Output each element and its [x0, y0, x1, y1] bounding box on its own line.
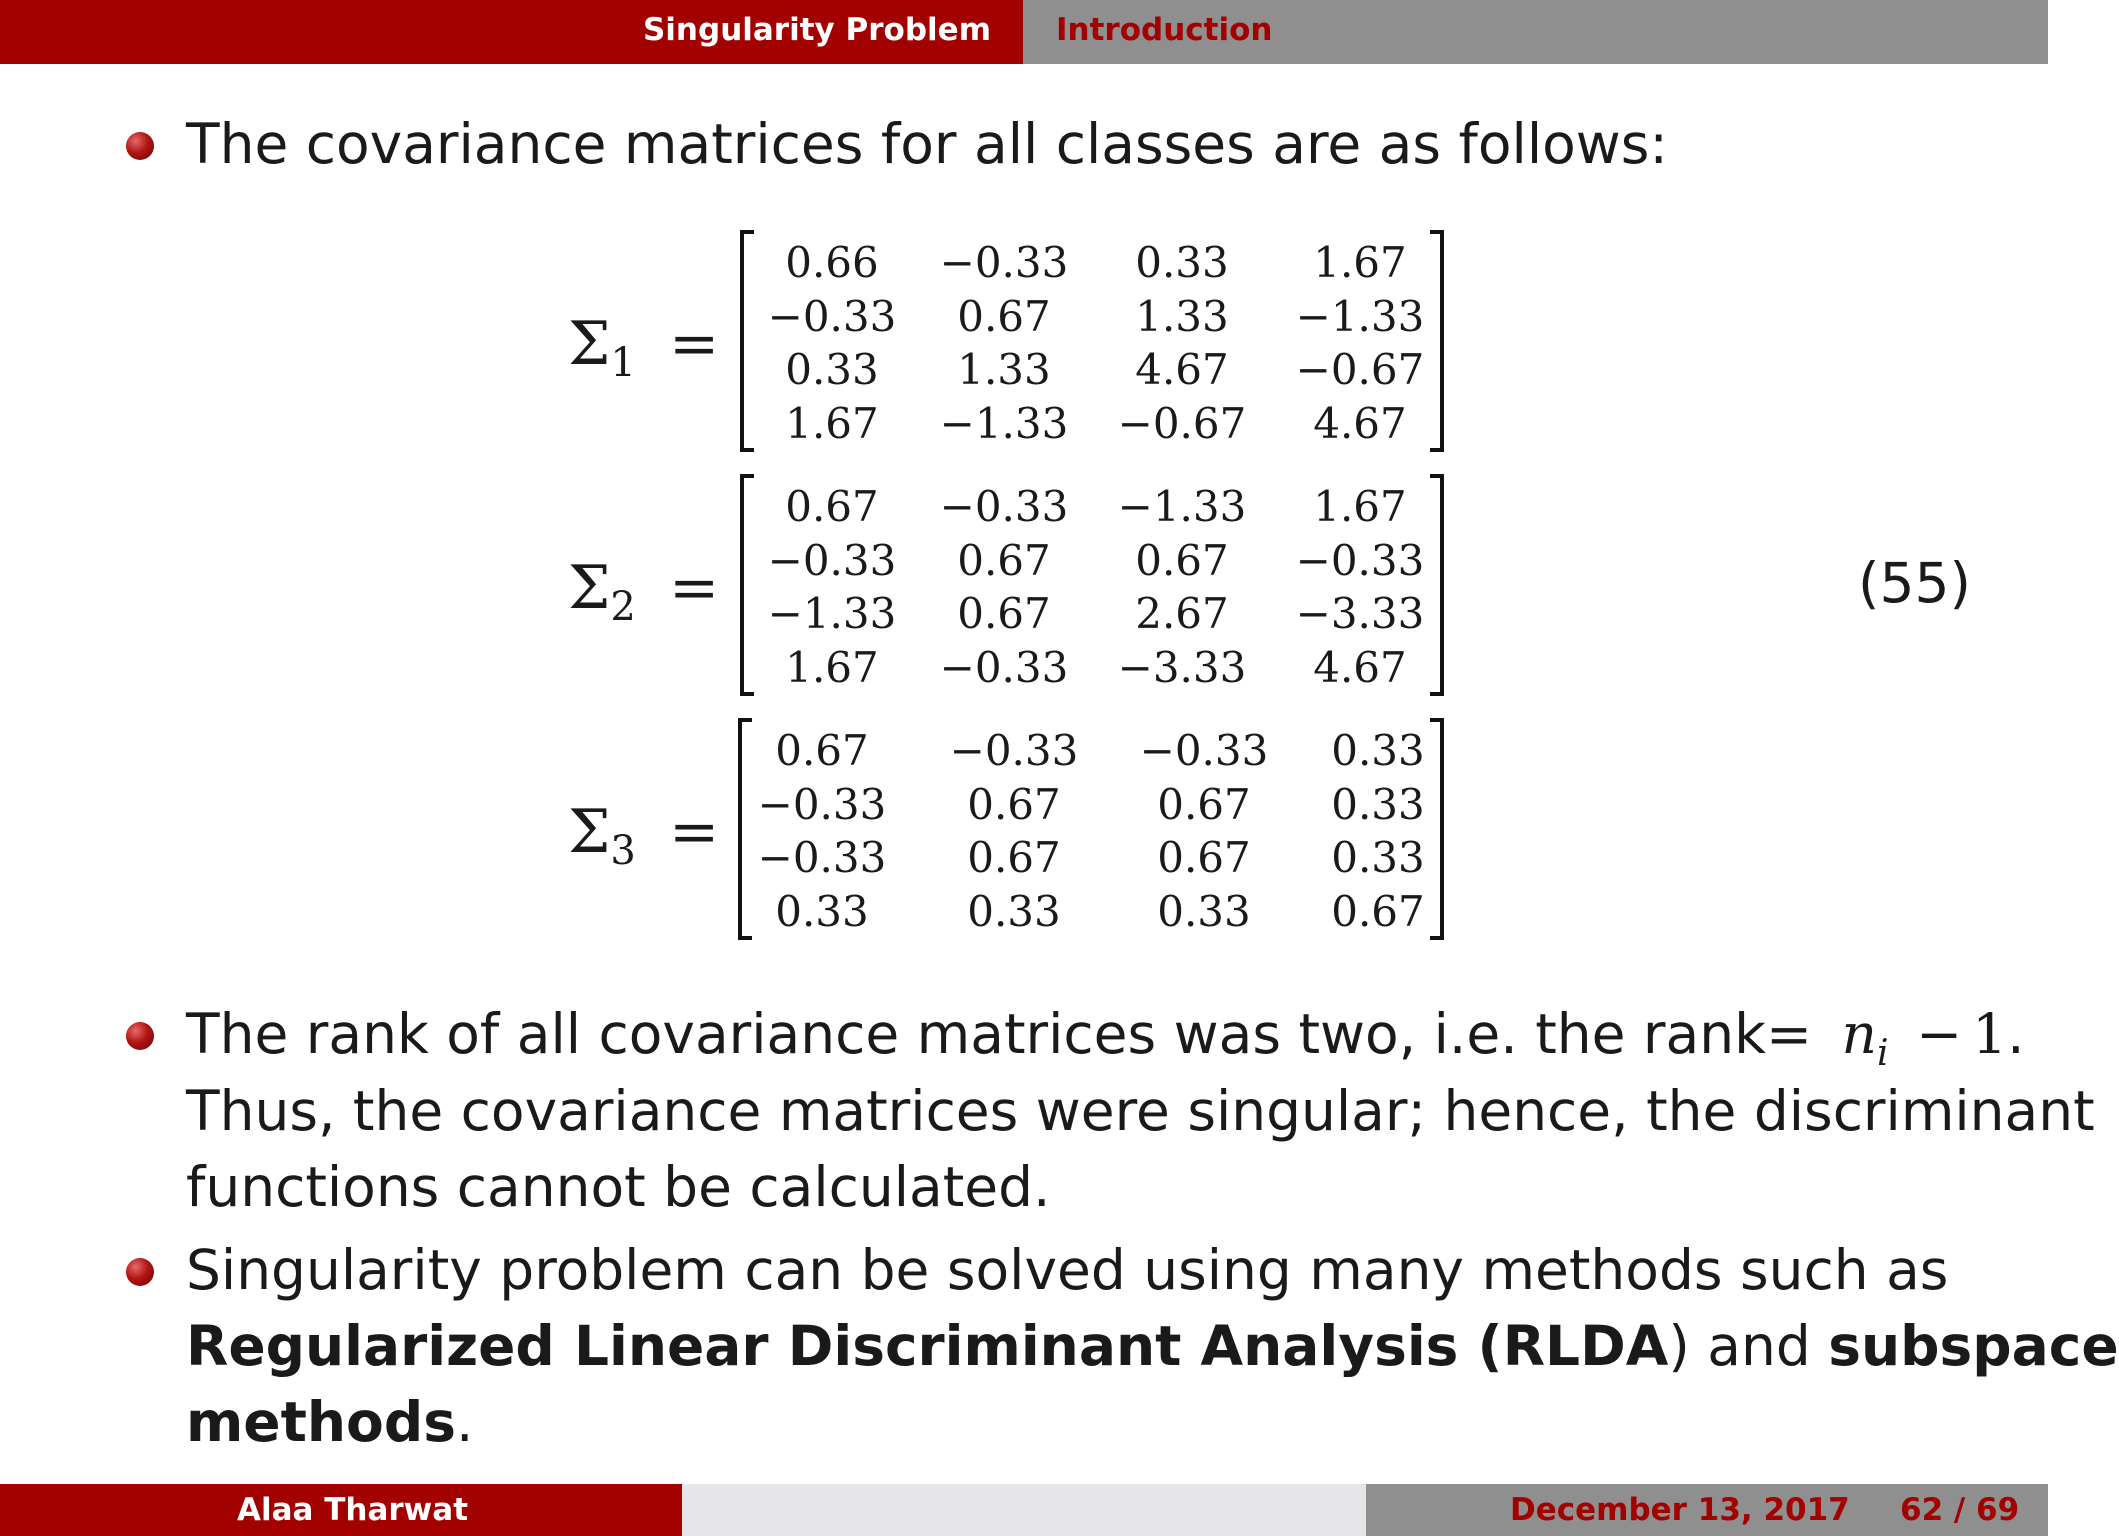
matrix-cell: 4.67: [1313, 398, 1407, 448]
equals-sign: =: [668, 309, 720, 379]
math-minus: −: [1915, 1002, 1963, 1066]
matrix-cell: −3.33: [1295, 589, 1425, 638]
matrix-cell: 0.67: [967, 779, 1061, 829]
matrix-sigma-1: [740, 230, 1444, 452]
sigma-symbol: Σ: [568, 553, 611, 623]
bullet-icon: [126, 1022, 154, 1050]
bullet-text-3-line-3: [186, 1384, 473, 1460]
sigma-symbol: Σ: [568, 309, 611, 379]
sigma-subscript: 2: [610, 584, 636, 630]
matrix-cell: −0.33: [767, 535, 897, 585]
bullet-3-plain: ) and: [1668, 1314, 1811, 1378]
final-period: .: [455, 1390, 474, 1454]
bullet-icon: [126, 132, 154, 160]
math-one: 1: [1972, 1002, 2008, 1066]
matrix-cell: 0.67: [1331, 886, 1425, 936]
matrix-cell: −0.33: [767, 291, 897, 341]
math-period: .: [2007, 1002, 2025, 1066]
matrix-cell: 0.67: [957, 535, 1051, 585]
matrix-cell: −0.33: [939, 238, 1069, 287]
matrix-cell: 0.67: [1135, 535, 1229, 585]
matrix-cell: −0.33: [1139, 726, 1269, 775]
equation-number: (55): [1858, 551, 1971, 615]
matrix-cell: 0.33: [1157, 886, 1251, 936]
header-subsection[interactable]: [1023, 0, 2048, 64]
sigma-symbol: Σ: [568, 797, 611, 867]
matrix-cell: 4.67: [1135, 345, 1229, 394]
matrix-cell: −0.33: [757, 833, 887, 882]
footer-author-block: [0, 1484, 682, 1536]
matrix-cell: 0.33: [785, 345, 879, 394]
matrix-cell: −0.67: [1295, 345, 1425, 394]
math-n-i: [1841, 1002, 1889, 1074]
matrix-cell: −0.33: [1295, 535, 1425, 585]
matrix-cell: 4.67: [1313, 642, 1407, 692]
bold-subspace: subspace: [1828, 1314, 2119, 1378]
left-bracket: [740, 230, 754, 452]
matrix-cell: −1.33: [1295, 291, 1425, 341]
matrix-sigma-3: [738, 718, 1444, 940]
matrix-cell: 1.67: [785, 398, 879, 448]
math-i: i: [1876, 1033, 1889, 1074]
bullet-text-2-line-2: Thus, the covariance matrices were singular; hence, the discriminant: [186, 1079, 2095, 1143]
left-bracket: [740, 474, 754, 696]
matrix-cell: −1.33: [1117, 482, 1247, 531]
matrix-cell: 0.33: [1331, 779, 1425, 829]
equals-sign: =: [668, 797, 720, 867]
matrix-cell: 0.33: [775, 886, 869, 936]
matrix-cell: 2.67: [1135, 589, 1229, 638]
matrix-cell: 0.67: [785, 482, 879, 531]
bold-rlda: Regularized Linear Discriminant Analysis (RLDA: [186, 1314, 1669, 1378]
sigma-subscript: 1: [610, 340, 636, 386]
footer-bar: [0, 1484, 2048, 1536]
bullet-text-3-line-1: Singularity problem can be solved using many methods such as: [186, 1238, 1949, 1302]
sigma-subscript: 3: [610, 828, 636, 874]
footer-page-number: 62 / 69: [1900, 1492, 2020, 1528]
footer-info-block: [1366, 1484, 2048, 1536]
matrix-cell: −0.33: [949, 726, 1079, 775]
footer-title-block: [682, 1484, 1366, 1536]
sigma-2-label: [568, 553, 720, 637]
matrix-cell: 0.67: [957, 589, 1051, 638]
matrix-cell: 0.67: [957, 291, 1051, 341]
matrix-cell: 0.33: [1331, 833, 1425, 882]
bullet-icon: [126, 1258, 154, 1286]
matrix-cell: 1.67: [1313, 482, 1407, 531]
bold-methods: methods: [186, 1390, 456, 1454]
sigma-1-label: [568, 309, 720, 393]
matrix-cell: 1.67: [1313, 238, 1407, 287]
header-subsection-label[interactable]: Introduction: [1056, 12, 1273, 48]
bullet-2-text: The rank of all covariance matrices was two, i.e. the rank: [186, 1002, 1766, 1066]
footer-date: December 13, 2017: [1510, 1492, 1850, 1528]
matrix-cell: 0.33: [1135, 238, 1229, 287]
math-equals: =: [1765, 1002, 1813, 1066]
matrix-cell: −0.33: [757, 779, 887, 829]
matrix-cell: 1.33: [1135, 291, 1229, 341]
matrix-cell: 0.66: [785, 238, 879, 287]
bullet-text-2-line-3: functions cannot be calculated.: [186, 1155, 1051, 1219]
bullet-text-3-line-2: [186, 1308, 2119, 1384]
header-section-label[interactable]: Singularity Problem: [642, 12, 991, 48]
bullet-text-1: The covariance matrices for all classes are as follows:: [186, 112, 1668, 176]
header-bar: [0, 0, 2048, 64]
matrix-cell: −1.33: [767, 589, 897, 638]
equals-sign: =: [668, 553, 720, 623]
matrix-cell: 0.67: [1157, 833, 1251, 882]
matrix-cell: −0.33: [939, 642, 1069, 692]
matrix-cell: −0.67: [1117, 398, 1247, 448]
matrix-cell: −1.33: [939, 398, 1069, 448]
matrix-cell: 1.33: [957, 345, 1051, 394]
header-section[interactable]: [0, 0, 1023, 64]
matrix-cell: 0.33: [967, 886, 1061, 936]
matrix-cell: 0.33: [1331, 726, 1425, 775]
matrix-cell: −3.33: [1117, 642, 1247, 692]
matrix-cell: 0.67: [775, 726, 869, 775]
matrix-cell: 0.67: [967, 833, 1061, 882]
matrix-cell: −0.33: [939, 482, 1069, 531]
math-n: n: [1841, 1002, 1877, 1066]
matrix-sigma-2: [740, 474, 1444, 696]
sigma-3-label: [568, 797, 720, 881]
footer-author: Alaa Tharwat: [237, 1492, 469, 1528]
matrix-cell: 1.67: [785, 642, 879, 692]
matrix-cell: 0.67: [1157, 779, 1251, 829]
